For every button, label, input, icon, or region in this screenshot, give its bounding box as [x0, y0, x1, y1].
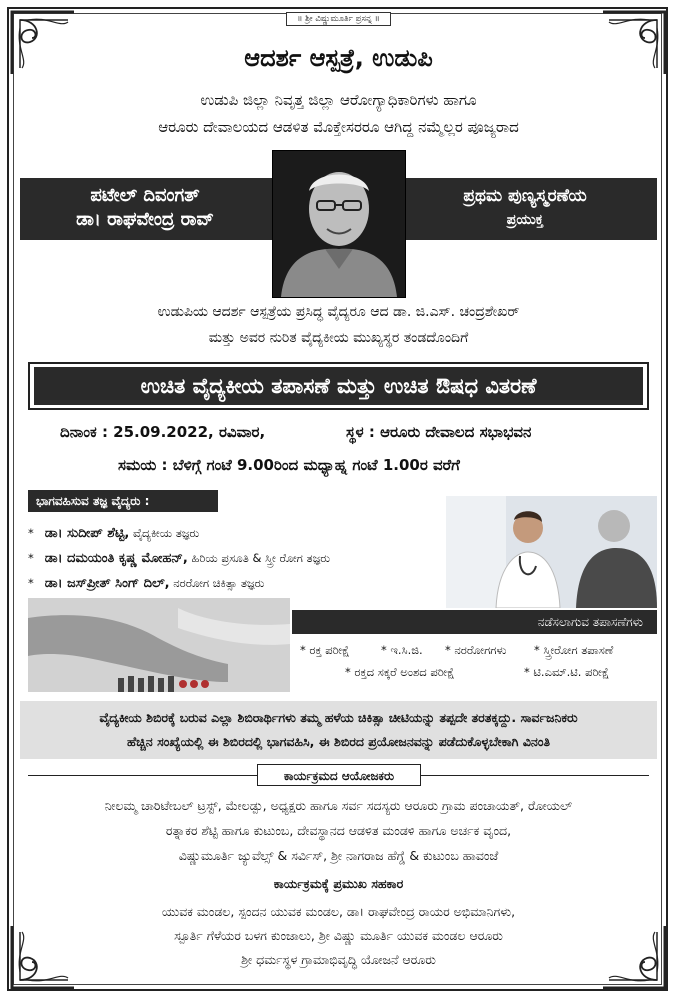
- bullet-icon: *: [28, 526, 34, 540]
- intro-line-1: ಉಡುಪಿ ಜಿಲ್ಲಾ ನಿವೃತ್ತ ಜಿಲ್ಲಾ ಆರೋಗ್ಯಾಧಿಕಾರಿಗಳು ಹಾಗೂ: [200, 91, 477, 109]
- memorial-person-name: ಡಾ। ರಾಘವೇಂದ್ರ ರಾವ್: [76, 209, 214, 230]
- doctor-consultation-photo: [446, 496, 657, 608]
- notice-line-2: ಹೆಚ್ಚಿನ ಸಂಖ್ಯೆಯಲ್ಲಿ ಈ ಶಿಬಿರದಲ್ಲಿ ಭಾಗವಹಿಸಿ, ಈ ಶಿಬಿರದ ಪ್ರಯೋಜನವನ್ನು ಪಡೆದುಕೊಳ್ಳಬೇಕಾಗಿ ವಿನಂತಿ: [126, 734, 551, 749]
- portrait-silhouette-icon: [273, 151, 405, 297]
- cooperation-heading: ಕಾರ್ಯಕ್ರಮಕ್ಕೆ ಪ್ರಮುಖ ಸಹಕಾರ: [273, 876, 404, 891]
- blood-test-icon: [28, 598, 290, 692]
- event-date: ದಿನಾಂಕ : 25.09.2022, ರವಿವಾರ,: [60, 423, 266, 441]
- test-item: * ರಕ್ತ ಪರೀಕ್ಷೆ: [300, 643, 350, 657]
- bullet-icon: *: [28, 576, 34, 590]
- support-line-1: ಉಡುಪಿಯ ಆದರ್ಶ ಆಸ್ಪತ್ರೆಯ ಪ್ರಸಿದ್ಧ ವೈದ್ಯರೂ ಆದ ಡಾ. ಜಿ.ಎಸ್. ಚಂದ್ರಶೇಖರ್: [157, 304, 520, 320]
- cooperation-line-2: ಸ್ಪೂರ್ತಿ ಗೆಳೆಯರ ಬಳಗ ಕುಂಜಾಲು, ಶ್ರೀ ವಿಷ್ಣು ಮೂರ್ತಿ ಯುವಕ ಮಂಡಲ ಆರೂರು: [174, 928, 503, 943]
- test-item: * ರಕ್ತದ ಸಕ್ಕರೆ ಅಂಶದ ಪರೀಕ್ಷೆ: [345, 665, 455, 679]
- doctor-role: ಹಿರಿಯ ಪ್ರಸೂತಿ & ಸ್ತ್ರೀ ರೋಗ ತಜ್ಞರು: [191, 551, 331, 565]
- test-item: * ಟಿ.ಎಮ್.ಟಿ. ಪರೀಕ್ಷೆ: [524, 665, 610, 679]
- event-time: ಸಮಯ : ಬೆಳಿಗ್ಗೆ ಗಂಟೆ 9.00ರಿಂದ ಮಧ್ಯಾಹ್ನ ಗಂಟೆ 1.00ರ ವರೆಗೆ: [118, 456, 460, 474]
- event-title: ಉಚಿತ ವೈದ್ಯಕೀಯ ತಪಾಸಣೆ ಮತ್ತು ಉಚಿತ ಔಷಧ ವಿತರಣೆ: [34, 367, 643, 405]
- organisers-heading: ಕಾರ್ಯಕ್ರಮದ ಆಯೋಜಕರು: [257, 764, 421, 786]
- test-item: * ಇ.ಸಿ.ಜಿ.: [381, 643, 423, 657]
- memorial-prefix: ಪಟೇಲ್ ದಿವಂಗತ್: [90, 185, 200, 206]
- doctor-consultation-icon: [446, 496, 657, 608]
- portrait-photo: [272, 150, 406, 298]
- doctor-role: ವೈದ್ಯಕೀಯ ತಜ್ಞರು: [132, 526, 200, 540]
- memorial-occasion-block: [410, 184, 640, 232]
- doctor-item: [28, 576, 264, 591]
- memorial-name-block: [30, 184, 260, 232]
- hospital-name: ಆದರ್ಶ ಆಸ್ಪತ್ರೆ, ಉಡುಪಿ: [244, 44, 433, 72]
- doctor-name: ಡಾ। ಜಸ್‌ಪ್ರೀತ್ ಸಿಂಗ್ ದಿಲ್,: [44, 576, 170, 591]
- organiser-line-3: ವಿಷ್ಣುಮೂರ್ತಿ ಜ್ಯುವೆಲ್ಸ್ & ಸರ್ವಿಸ್, ಶ್ರೀ ನಾಗರಾಜ ಹೆಗ್ಡೆ & ಕುಟುಂಬ ಹಾವಂಜೆ: [178, 848, 499, 863]
- doctors-heading: ಭಾಗವಹಿಸುವ ತಜ್ಞ ವೈದ್ಯರು :: [28, 490, 218, 512]
- intro-line-2: ಆರೂರು ದೇವಾಲಯದ ಆಡಳಿತ ಮೊಕ್ತೇಸರರೂ ಆಗಿದ್ದ ನಮ್ಮೆಲ್ಲರ ಪೂಜ್ಯರಾದ: [158, 118, 519, 136]
- cooperation-line-1: ಯುವಕ ಮಂಡಲ, ಸ್ಪಂದನ ಯುವಕ ಮಂಡಲ, ಡಾ। ರಾಘವೇಂದ್ರ ರಾಯರ ಅಭಿಮಾನಿಗಳು,: [161, 904, 516, 919]
- support-line-2: ಮತ್ತು ಅವರ ನುರಿತ ವೈದ್ಯಕೀಯ ಮುಖ್ಯಸ್ಥರ ತಂಡದೊಂದಿಗೆ: [208, 330, 469, 346]
- bullet-icon: *: [28, 551, 34, 565]
- blessing-header: ॥ ಶ್ರೀ ವಿಷ್ಣುಮೂರ್ತಿ ಪ್ರಸನ್ನ ॥: [0, 14, 677, 24]
- doctor-role: ನರರೋಗ ಚಿಕಿತ್ಸಾ ತಜ್ಞರು: [173, 576, 265, 590]
- cooperation-line-3: ಶ್ರೀ ಧರ್ಮಸ್ಥಳ ಗ್ರಾಮಾಭಿವೃದ್ಧಿ ಯೋಜನೆ ಆರೂರು: [241, 952, 436, 967]
- doctor-item: [28, 551, 330, 566]
- tests-heading: ನಡೆಸಲಾಗುವ ತಪಾಸಣೆಗಳು: [292, 610, 657, 634]
- memorial-occasion: ಪ್ರಥಮ ಪುಣ್ಯಸ್ಮರಣೆಯ: [463, 186, 587, 206]
- doctor-name: ಡಾ। ಸುದೀಪ್ ಶೆಟ್ಟಿ,: [44, 526, 130, 541]
- test-item: * ಸ್ತ್ರೀರೋಗ ತಪಾಸಣೆ: [534, 643, 614, 657]
- notice-line-1: ವೈದ್ಯಕೀಯ ಶಿಬಿರಕ್ಕೆ ಬರುವ ಎಲ್ಲಾ ಶಿಬಿರಾರ್ಥಿಗಳು ತಮ್ಮ ಹಳೆಯ ಚಿಕಿತ್ಸಾ ಚೀಟಿಯನ್ನು ತಪ್ಪದೇ ತರತಕ್ಕದ್ದು. ಸಾರ್ವಜನಿಕರು: [99, 710, 578, 725]
- organiser-line-1: ನೀಲಮ್ಮ ಚಾರಿಟೇಬಲ್ ಟ್ರಸ್ಟ್, ಮೇಲಡ್ಪು, ಅಧ್ಯಕ್ಷರು ಹಾಗೂ ಸರ್ವ ಸದಸ್ಯರು ಆರೂರು ಗ್ರಾಮ ಪಂಚಾಯತ್, ರೋಯಲ್: [104, 798, 573, 813]
- organiser-line-2: ರತ್ನಾಕರ ಶೆಟ್ಟಿ ಹಾಗೂ ಕುಟುಂಬ, ದೇವಸ್ಥಾನದ ಆಡಳಿತ ಮಂಡಳಿ ಹಾಗೂ ಅರ್ಚಕ ವೃಂದ,: [165, 823, 512, 838]
- doctor-item: [28, 526, 199, 541]
- blood-test-photo: [28, 598, 290, 692]
- event-venue: ಸ್ಥಳ : ಆರೂರು ದೇವಾಲದ ಸಭಾಭವನ: [346, 423, 532, 441]
- doctor-name: ಡಾ। ದಮಯಂತಿ ಕೃಷ್ಣ ಮೋಹನ್,: [44, 551, 188, 566]
- memorial-occasion-suffix: ಪ್ರಯುಕ್ತ: [506, 212, 544, 228]
- test-item: * ನರರೋಗಗಳು: [445, 643, 507, 657]
